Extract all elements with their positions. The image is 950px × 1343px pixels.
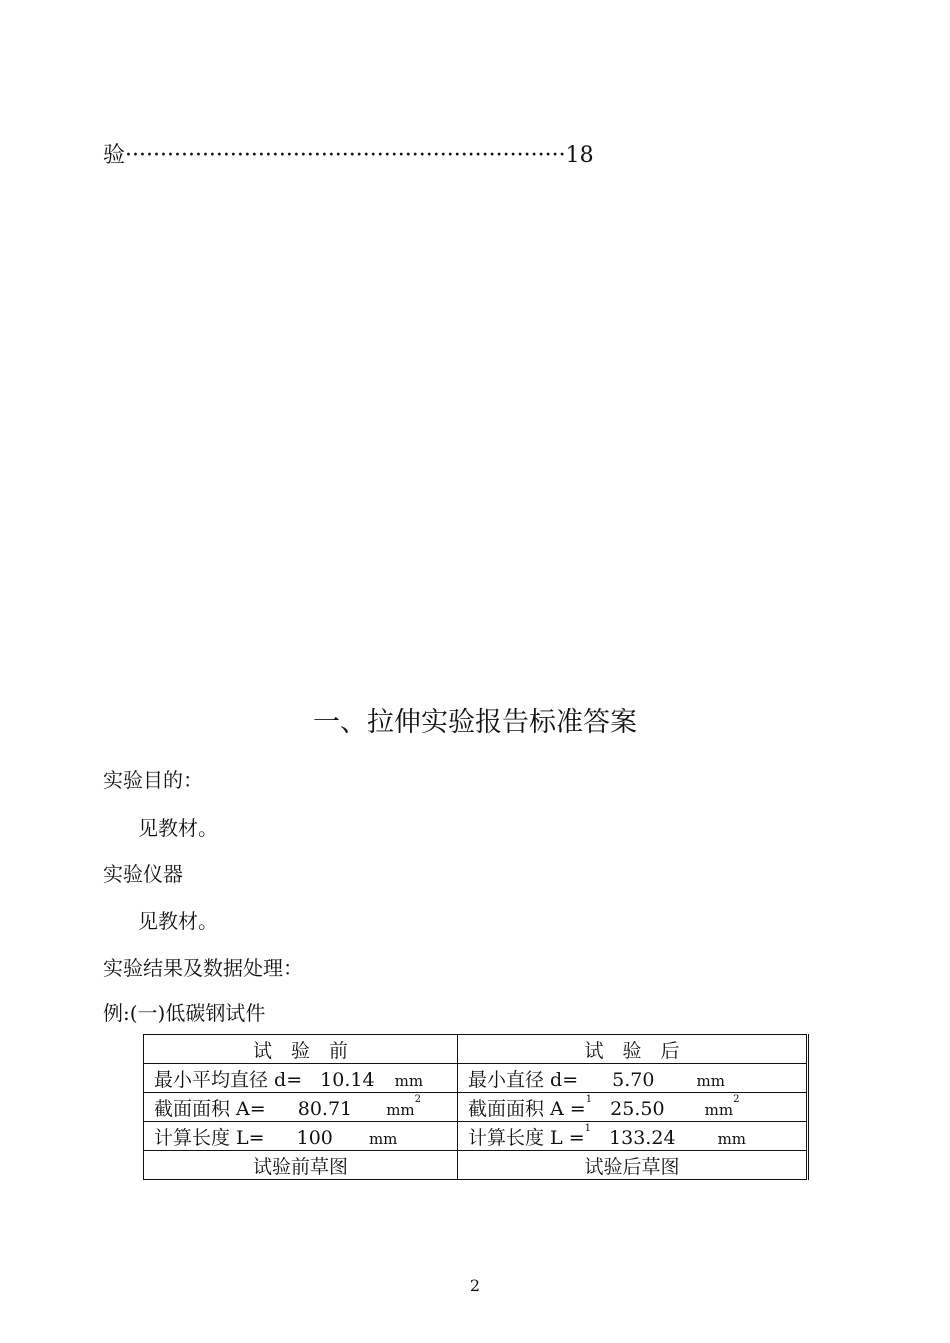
before-sketch-label: 试验前草图 (144, 1151, 458, 1180)
table-row (144, 1064, 808, 1093)
table-header-row (144, 1035, 808, 1064)
purpose-text: 见教材。 (138, 816, 218, 840)
after-sketch-label: 试验后草图 (458, 1151, 808, 1180)
before-length-cell (144, 1122, 458, 1151)
before-diameter-label: 最小平均直径 d= (154, 1068, 303, 1091)
toc-page-number: 18 (565, 143, 594, 168)
purpose-heading: 实验目的： (103, 768, 203, 792)
after-length-value: 133.24 (609, 1126, 676, 1149)
results-heading: 实验结果及数据处理： (103, 956, 303, 980)
after-length-label: 计算长度 L = (468, 1126, 585, 1149)
before-area-label: 截面面积 A= (154, 1097, 266, 1120)
before-diameter-value: 10.14 (320, 1068, 375, 1091)
after-diameter-unit: mm (696, 1071, 725, 1090)
after-area-subscript: 1 (585, 1093, 593, 1105)
after-diameter-label: 最小直径 d= (468, 1068, 579, 1091)
after-length-cell (458, 1122, 808, 1151)
before-length-label: 计算长度 L= (154, 1126, 265, 1149)
toc-dot-leader: ······························································· (125, 143, 566, 168)
before-area-value: 80.71 (297, 1097, 353, 1120)
before-area-unit: $mm^2$ (386, 1093, 422, 1119)
after-diameter-cell (458, 1064, 808, 1093)
after-area-cell (458, 1093, 808, 1122)
after-area-unit: $mm^2$ (704, 1093, 740, 1119)
before-length-unit: mm (368, 1129, 398, 1148)
before-diameter-cell (144, 1064, 458, 1093)
table-row (144, 1151, 808, 1180)
instrument-heading: 实验仪器 (103, 862, 183, 886)
toc-label: 验 (103, 143, 126, 168)
table-row (144, 1122, 808, 1151)
example-caption: 例:(一)低碳钢试件 (103, 1001, 266, 1025)
after-diameter-value: 5.70 (612, 1068, 655, 1091)
before-header: 试 验 前 (144, 1035, 458, 1064)
after-area-label: 截面面积 A = (468, 1097, 586, 1120)
after-length-unit: mm (717, 1129, 747, 1148)
specimen-data-table (143, 1034, 809, 1180)
after-length-subscript: 1 (584, 1122, 591, 1134)
section-title: 一、拉伸实验报告标准答案 (313, 707, 637, 738)
after-header: 试 验 后 (458, 1035, 808, 1064)
instrument-text: 见教材。 (138, 909, 218, 933)
before-area-cell (144, 1093, 458, 1122)
page-number: 2 (469, 1276, 481, 1295)
before-diameter-unit: mm (394, 1071, 424, 1090)
toc-entry (103, 138, 594, 169)
before-length-value: 100 (296, 1126, 333, 1149)
after-area-value: 25.50 (610, 1097, 665, 1120)
table-row (144, 1093, 808, 1122)
